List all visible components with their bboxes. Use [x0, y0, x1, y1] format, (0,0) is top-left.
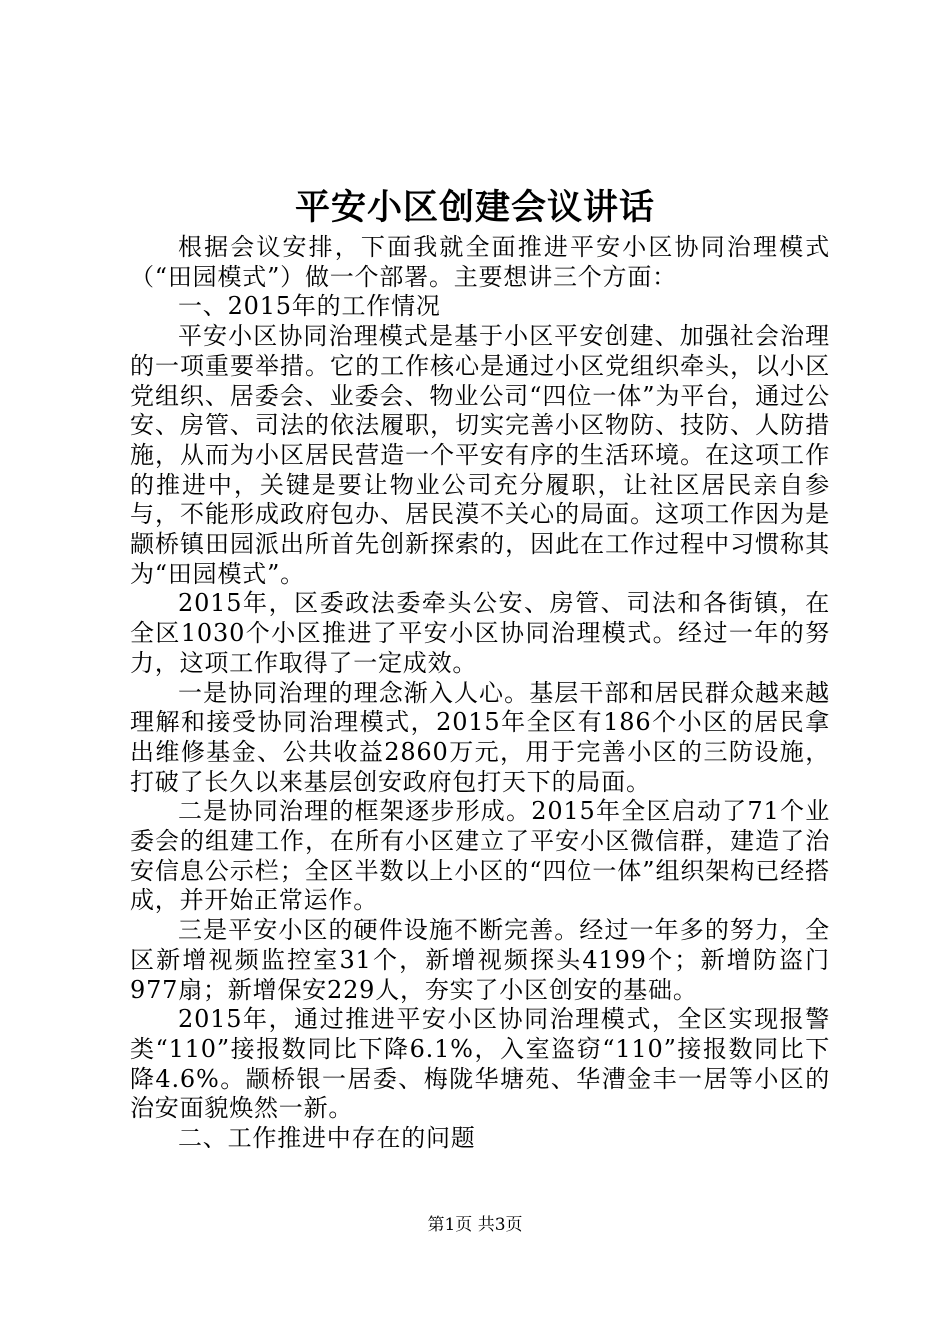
paragraph-point-three: 三是平安小区的硬件设施不断完善。经过一年多的努力，全区新增视频监控室31个，新增视频探头4199个；新增防盗门977扇；新增保安229人，夯实了小区创安的基础。	[130, 916, 830, 1004]
page-number-footer: 第1页 共3页	[427, 1215, 523, 1235]
section-heading-2: 二、工作推进中存在的问题	[178, 1124, 476, 1153]
paragraph-intro: 根据会议安排，下面我就全面推进平安小区协同治理模式（“田园模式”）做一个部署。主要想讲三个方面：	[130, 233, 830, 291]
paragraph-model-description: 平安小区协同治理模式是基于小区平安创建、加强社会治理的一项重要举措。它的工作核心是通过小区党组织牵头，以小区党组织、居委会、业委会、物业公司“四位一体”为平台，通过公安、房管、司法的依法履职，切实完善小区物防、技防、人防措施，从而为小区居民营造一个平安有序的生活环境。在这项工作的推进中，关键是要让物业公司充分履职，让社区居民亲自参与，不能形成政府包办、居民漠不关心的局面。这项工作因为是颛桥镇田园派出所首先创新探索的，因此在工作过程中习惯称其为“田园模式”。	[130, 322, 830, 588]
paragraph-point-one: 一是协同治理的理念渐入人心。基层干部和居民群众越来越理解和接受协同治理模式，2015年全区有186个小区的居民拿出维修基金、公共收益2860万元，用于完善小区的三防设施，打破了长久以来基层创安政府包打天下的局面。	[130, 678, 830, 796]
paragraph-point-two: 二是协同治理的框架逐步形成。2015年全区启动了71个业委会的组建工作，在所有小区建立了平安小区微信群，建造了治安信息公示栏；全区半数以上小区的“四位一体”组织架构已经搭成，并开始正常运作。	[130, 797, 830, 915]
section-heading-1: 一、2015年的工作情况	[178, 292, 441, 321]
document-body	[130, 233, 830, 1154]
paragraph-results: 2015年，通过推进平安小区协同治理模式，全区实现报警类“110”接报数同比下降6.1%，入室盗窃“110”接报数同比下降4.6%。颛桥银一居委、梅陇华塘苑、华漕金丰一居等小区的治安面貌焕然一新。	[130, 1005, 830, 1123]
document-title: 平安小区创建会议讲话	[294, 187, 655, 228]
paragraph-2015-overview: 2015年，区委政法委牵头公安、房管、司法和各街镇，在全区1030个小区推进了平安小区协同治理模式。经过一年的努力，这项工作取得了一定成效。	[130, 589, 830, 677]
